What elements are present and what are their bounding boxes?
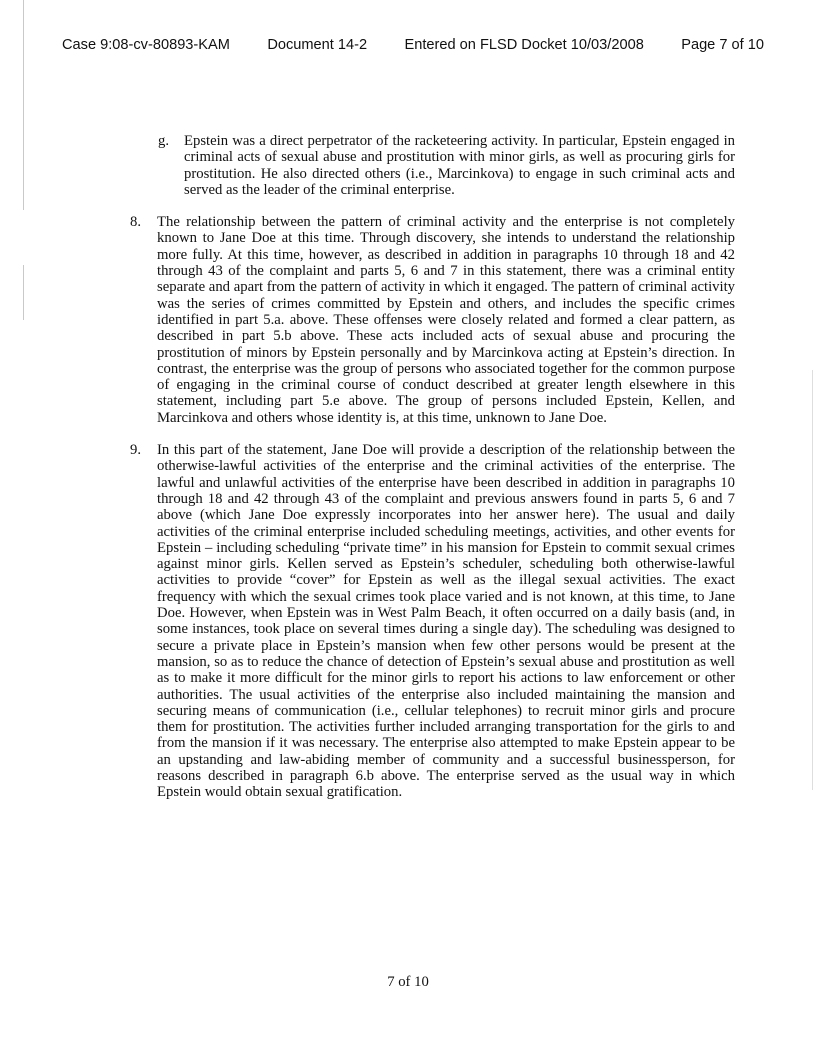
paragraph-8: [130, 214, 735, 426]
document-body: [130, 133, 735, 817]
page-footer: [0, 974, 816, 991]
paragraph-9: [130, 442, 735, 801]
document-number: Document 14-2: [267, 37, 368, 53]
scan-artifact-left: [23, 0, 24, 210]
paragraph-label: 9.: [130, 442, 142, 459]
paragraph-text: Epstein was a direct perpetrator of the racketeering activity. In particular, Epstein engaged in criminal acts of sexual abuse and prostitution with minor girls, as well as procuring girls for prostitution. He also directed others (i.e., Marcinkova) to engage in such criminal acts and served as the leader of the criminal enterprise.: [184, 133, 735, 198]
paragraph-text: The relationship between the pattern of criminal activity and the enterprise is not completely known to Jane Doe at this time. Through discovery, she intends to understand the relationship more fully. At this time, however, as described in addition in paragraphs 10 through 18 and 42 through 43 of the complaint and parts 5, 6 and 7 in this statement, there was a criminal entity separate and apart from the pattern of activity in which it engaged. The pattern of criminal activity was the series of crimes committed by Epstein and others, and includes the specific crimes identified in part 5.a. above. These offenses were closely related and formed a clear pattern, as described in part 5.b above. These acts included acts of sexual abuse and procuring the prostitution of minors by Epstein personally and by Marcinkova acting at Epstein’s direction. In contrast, the enterprise was the group of persons who associated together for the common purpose of engaging in the criminal course of conduct described at greater length elsewhere in this statement, including part 5.e above. The group of persons included Epstein, Kellen, and Marcinkova and others whose identity is, at this time, unknown to Jane Doe.: [157, 214, 735, 426]
docket-entry: Entered on FLSD Docket 10/03/2008: [404, 37, 644, 53]
scan-artifact-right: [812, 370, 813, 790]
footer-page-number: 7 of 10: [387, 974, 429, 990]
paragraph-g: [158, 133, 735, 198]
header-page-count: Page 7 of 10: [681, 37, 764, 53]
docket-header: [62, 37, 764, 53]
paragraph-label: 8.: [130, 214, 142, 231]
scan-artifact-left-lower: [23, 265, 24, 320]
paragraph-label: g.: [158, 133, 170, 149]
paragraph-text: In this part of the statement, Jane Doe will provide a description of the relationship between the otherwise-lawful activities of the enterprise and the criminal activities of the enterprise. The lawful and unlawful activities of the enterprise have been described in addition in paragraphs 10 through 18 and 42 through 43 of the complaint and previous answers found in parts 5, 6 and 7 above (which Jane Doe expressly incorporates into her answer here). The usual and daily activities of the criminal enterprise included scheduling meetings, activities, and other events for Epstein – including scheduling “private time” in his mansion for Epstein to commit sexual crimes against minor girls. Kellen served as Epstein’s scheduler, scheduling both otherwise-lawful activities to provide “cover” for Epstein as well as the illegal sexual activities. The exact frequency with which the sexual crimes took place varied and is not known, at this time, to Jane Doe. However, when Epstein was in West Palm Beach, it often occurred on a daily basis (and, in some instances, took place on several times during a single day). The scheduling was designed to secure a private place in Epstein’s mansion when few other persons would be present at the mansion, so as to reduce the chance of detection of Epstein’s sexual abuse and prostitution as well as to make it more difficult for the minor girls to report his actions to law enforcement or other authorities. The usual activities of the enterprise also included maintaining the mansion and securing means of communication (i.e., cellular telephones) to recruit minor girls and procure them for prostitution. The activities further included arranging transportation for the girls to and from the mansion if it was necessary. The enterprise also attempted to make Epstein appear to be an upstanding and law-abiding member of community and a successful businessperson, for reasons described in paragraph 6.b above. The enterprise served as the usual way in which Epstein would obtain sexual gratification.: [157, 442, 735, 801]
case-number: Case 9:08-cv-80893-KAM: [62, 37, 230, 53]
